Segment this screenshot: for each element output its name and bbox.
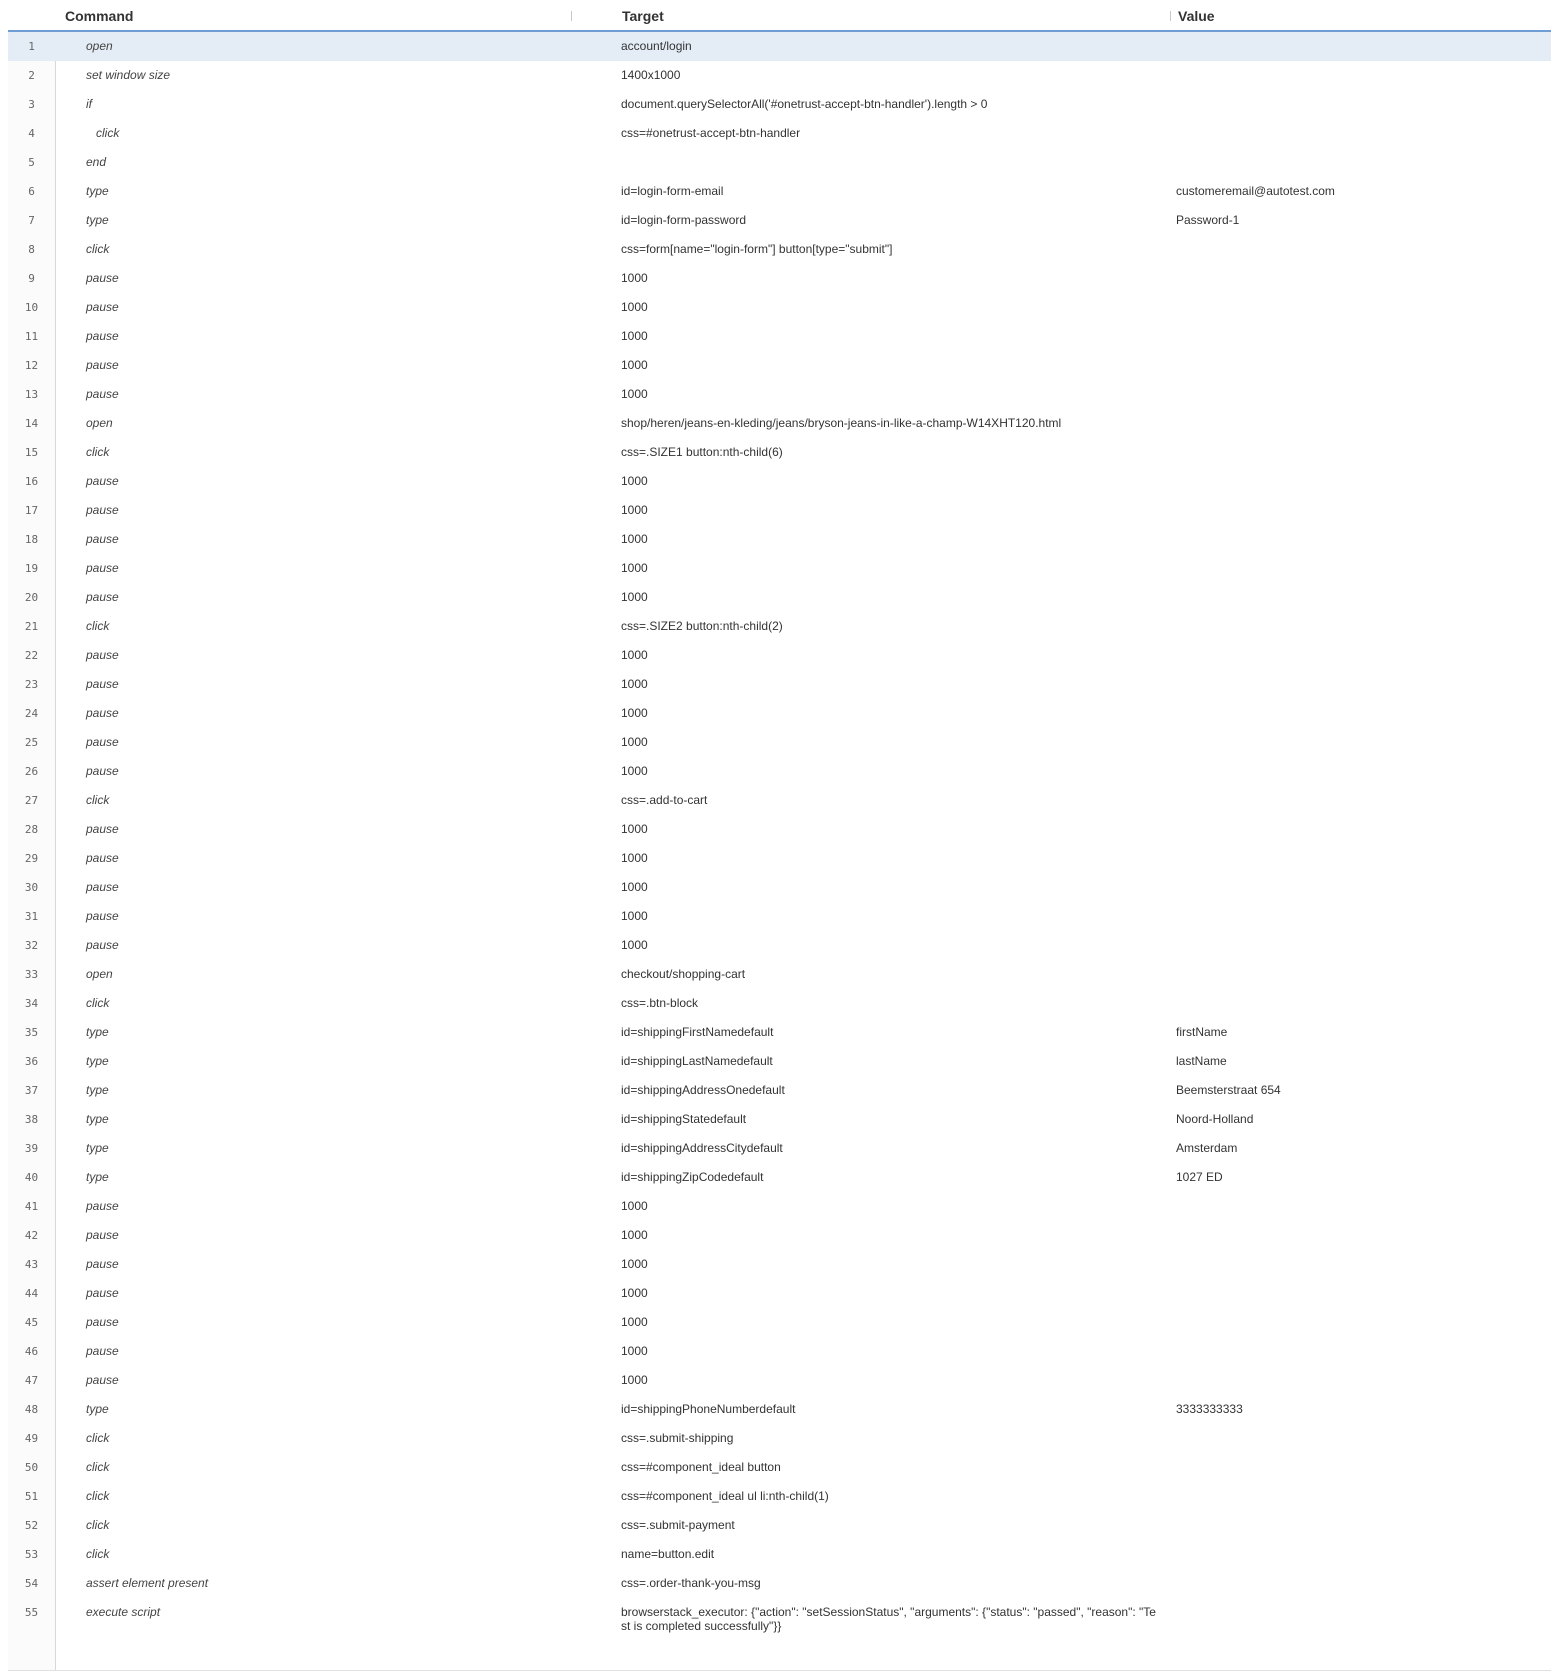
line-number: 10 xyxy=(24,301,39,314)
target-cell[interactable]: 1000 xyxy=(621,271,648,285)
command-cell[interactable]: click xyxy=(86,1547,110,1561)
column-header-value[interactable]: Value xyxy=(1178,8,1215,24)
command-cell[interactable]: click xyxy=(86,619,110,633)
command-cell[interactable]: pause xyxy=(86,1315,119,1329)
table-row[interactable] xyxy=(8,1250,1551,1279)
table-row[interactable] xyxy=(8,119,1551,148)
line-number: 45 xyxy=(24,1316,39,1329)
target-cell[interactable]: id=shippingLastNamedefault xyxy=(621,1054,773,1068)
table-row[interactable] xyxy=(8,235,1551,264)
target-cell[interactable]: name=button.edit xyxy=(621,1547,715,1561)
command-cell[interactable]: pause xyxy=(86,677,119,691)
target-cell[interactable]: 1000 xyxy=(621,938,648,952)
target-cell[interactable]: 1000 xyxy=(621,764,648,778)
target-cell[interactable]: css=.submit-payment xyxy=(621,1518,735,1532)
target-cell[interactable]: css=.SIZE2 button:nth-child(2) xyxy=(621,619,783,633)
target-cell[interactable]: 1000 xyxy=(621,532,648,546)
table-row[interactable] xyxy=(8,1047,1551,1076)
line-number: 24 xyxy=(24,707,39,720)
value-cell[interactable]: Password-1 xyxy=(1176,213,1240,227)
target-cell[interactable]: 1000 xyxy=(621,1228,648,1242)
line-number: 31 xyxy=(24,910,39,923)
table-row[interactable] xyxy=(8,351,1551,380)
command-cell[interactable]: click xyxy=(86,996,110,1010)
table-row[interactable] xyxy=(8,670,1551,699)
table-row[interactable] xyxy=(8,989,1551,1018)
command-cell[interactable]: pause xyxy=(86,329,119,343)
table-row[interactable] xyxy=(8,1105,1551,1134)
command-cell[interactable]: assert element present xyxy=(86,1576,209,1590)
target-cell[interactable]: 1000 xyxy=(621,387,648,401)
target-cell[interactable]: id=shippingPhoneNumberdefault xyxy=(621,1402,796,1416)
command-cell[interactable]: pause xyxy=(86,474,119,488)
line-number: 25 xyxy=(24,736,39,749)
line-number: 4 xyxy=(28,127,35,140)
command-cell[interactable]: pause xyxy=(86,735,119,749)
table-row[interactable] xyxy=(8,1569,1551,1598)
line-number: 28 xyxy=(24,823,39,836)
command-cell[interactable]: pause xyxy=(86,271,119,285)
value-cell[interactable]: Noord-Holland xyxy=(1176,1112,1254,1126)
command-cell[interactable]: pause xyxy=(86,300,119,314)
command-cell[interactable]: click xyxy=(86,1518,110,1532)
line-number: 54 xyxy=(24,1577,39,1590)
table-row[interactable] xyxy=(8,1076,1551,1105)
target-cell[interactable]: css=form[name="login-form"] button[type="submit"] xyxy=(621,242,893,256)
table-row[interactable] xyxy=(8,1453,1551,1482)
line-number: 13 xyxy=(24,388,39,401)
target-cell[interactable]: css=#onetrust-accept-btn-handler xyxy=(621,126,801,140)
command-table xyxy=(8,0,1551,1680)
line-number: 46 xyxy=(24,1345,39,1358)
target-cell[interactable]: 1000 xyxy=(621,1315,648,1329)
target-cell[interactable]: css=.order-thank-you-msg xyxy=(621,1576,761,1590)
value-cell[interactable]: lastName xyxy=(1176,1054,1227,1068)
target-cell[interactable]: 1000 xyxy=(621,735,648,749)
value-cell[interactable]: customeremail@autotest.com xyxy=(1176,184,1335,198)
command-cell[interactable]: set window size xyxy=(86,68,171,82)
line-number: 48 xyxy=(24,1403,39,1416)
line-number: 11 xyxy=(24,330,39,343)
target-cell[interactable]: id=login-form-email xyxy=(621,184,724,198)
line-number: 17 xyxy=(24,504,39,517)
line-number: 53 xyxy=(24,1548,39,1561)
table-row[interactable] xyxy=(8,786,1551,815)
command-cell[interactable]: click xyxy=(96,126,120,140)
line-number: 33 xyxy=(24,968,39,981)
target-cell[interactable]: 1000 xyxy=(621,300,648,314)
command-cell[interactable]: click xyxy=(86,1460,110,1474)
command-rows xyxy=(8,32,1551,1640)
line-number: 34 xyxy=(24,997,39,1010)
line-number: 55 xyxy=(24,1606,39,1619)
command-cell[interactable]: pause xyxy=(86,764,119,778)
target-cell[interactable]: css=#component_ideal button xyxy=(621,1460,781,1474)
line-number: 42 xyxy=(24,1229,39,1242)
table-row[interactable] xyxy=(8,844,1551,873)
target-cell[interactable]: browserstack_executor: {"action": "setSessionStatus", "arguments": {"status": "passed", "reason": "Test is completed successfully"}} xyxy=(621,1605,1156,1633)
command-cell[interactable]: type xyxy=(86,1402,109,1416)
line-number: 50 xyxy=(24,1461,39,1474)
table-row[interactable] xyxy=(8,1540,1551,1569)
target-cell[interactable]: 1000 xyxy=(621,329,648,343)
table-row[interactable] xyxy=(8,1134,1551,1163)
command-cell[interactable]: pause xyxy=(86,938,119,952)
command-cell[interactable]: pause xyxy=(86,851,119,865)
line-number: 21 xyxy=(24,620,39,633)
target-cell[interactable]: css=#component_ideal ul li:nth-child(1) xyxy=(621,1489,829,1503)
line-number: 12 xyxy=(24,359,39,372)
table-row[interactable] xyxy=(8,1192,1551,1221)
table-bottom-border xyxy=(8,1670,1551,1671)
table-row[interactable] xyxy=(8,554,1551,583)
line-number: 14 xyxy=(24,417,39,430)
target-cell[interactable]: 1000 xyxy=(621,1286,648,1300)
command-cell[interactable]: pause xyxy=(86,1286,119,1300)
table-row[interactable] xyxy=(8,293,1551,322)
target-cell[interactable]: 1000 xyxy=(621,909,648,923)
table-row[interactable] xyxy=(8,583,1551,612)
table-row[interactable] xyxy=(8,902,1551,931)
target-cell[interactable]: 1000 xyxy=(621,1373,648,1387)
command-cell[interactable]: type xyxy=(86,184,109,198)
target-cell[interactable]: id=shippingStatedefault xyxy=(621,1112,747,1126)
command-cell[interactable]: type xyxy=(86,1112,109,1126)
target-cell[interactable]: shop/heren/jeans-en-kleding/jeans/bryson-jeans-in-like-a-champ-W14XHT120.html xyxy=(621,416,1062,430)
table-row[interactable] xyxy=(8,1511,1551,1540)
command-cell[interactable]: pause xyxy=(86,1228,119,1242)
table-row[interactable] xyxy=(8,1163,1551,1192)
table-row[interactable] xyxy=(8,1482,1551,1511)
line-number: 43 xyxy=(24,1258,39,1271)
table-row[interactable] xyxy=(8,1221,1551,1250)
line-number: 49 xyxy=(24,1432,39,1445)
command-cell[interactable]: pause xyxy=(86,503,119,517)
line-number: 44 xyxy=(24,1287,39,1300)
line-number: 39 xyxy=(24,1142,39,1155)
command-cell[interactable]: type xyxy=(86,1170,109,1184)
table-row[interactable] xyxy=(8,496,1551,525)
table-row[interactable] xyxy=(8,206,1551,235)
target-cell[interactable]: 1000 xyxy=(621,358,648,372)
command-cell[interactable]: type xyxy=(86,1083,109,1097)
target-cell[interactable]: 1000 xyxy=(621,1199,648,1213)
target-cell[interactable]: id=shippingAddressOnedefault xyxy=(621,1083,785,1097)
line-number: 52 xyxy=(24,1519,39,1532)
column-header-target[interactable]: Target xyxy=(622,8,664,24)
command-cell[interactable]: open xyxy=(86,39,113,53)
target-cell[interactable]: 1000 xyxy=(621,706,648,720)
command-cell[interactable]: click xyxy=(86,793,110,807)
line-number: 27 xyxy=(24,794,39,807)
line-number: 29 xyxy=(24,852,39,865)
table-row[interactable] xyxy=(8,438,1551,467)
line-number: 5 xyxy=(28,156,35,169)
command-cell[interactable]: end xyxy=(86,155,107,169)
target-cell[interactable]: id=login-form-password xyxy=(621,213,747,227)
target-cell[interactable]: id=shippingAddressCitydefault xyxy=(621,1141,783,1155)
line-number: 32 xyxy=(24,939,39,952)
table-row[interactable] xyxy=(8,61,1551,90)
target-cell[interactable]: 1000 xyxy=(621,851,648,865)
command-cell[interactable]: pause xyxy=(86,822,119,836)
command-cell[interactable]: pause xyxy=(86,1257,119,1271)
column-header-command[interactable]: Command xyxy=(65,8,134,24)
target-cell[interactable]: css=.submit-shipping xyxy=(621,1431,734,1445)
command-cell[interactable]: open xyxy=(86,416,113,430)
table-row[interactable] xyxy=(8,1395,1551,1424)
column-resizer-target[interactable] xyxy=(571,11,572,21)
target-cell[interactable]: id=shippingFirstNamedefault xyxy=(621,1025,774,1039)
command-cell[interactable]: type xyxy=(86,213,109,227)
table-row[interactable] xyxy=(8,90,1551,119)
line-number: 36 xyxy=(24,1055,39,1068)
command-cell[interactable]: pause xyxy=(86,358,119,372)
target-cell[interactable]: 1000 xyxy=(621,822,648,836)
table-row[interactable] xyxy=(8,1366,1551,1395)
line-number: 19 xyxy=(24,562,39,575)
command-cell[interactable]: pause xyxy=(86,880,119,894)
line-number: 18 xyxy=(24,533,39,546)
line-number: 22 xyxy=(24,649,39,662)
target-cell[interactable]: id=shippingZipCodedefault xyxy=(621,1170,764,1184)
target-cell[interactable]: document.querySelectorAll('#onetrust-accept-btn-handler').length > 0 xyxy=(621,97,988,111)
table-row[interactable] xyxy=(8,1337,1551,1366)
line-number: 7 xyxy=(28,214,35,227)
line-number: 1 xyxy=(28,40,35,53)
table-row[interactable] xyxy=(8,1018,1551,1047)
table-row[interactable] xyxy=(8,1598,1551,1640)
target-cell[interactable]: 1000 xyxy=(621,648,648,662)
line-number: 41 xyxy=(24,1200,39,1213)
target-cell[interactable]: checkout/shopping-cart xyxy=(621,967,746,981)
target-cell[interactable]: 1000 xyxy=(621,561,648,575)
line-number: 26 xyxy=(24,765,39,778)
command-cell[interactable]: pause xyxy=(86,1373,119,1387)
value-cell[interactable]: Beemsterstraat 654 xyxy=(1176,1083,1281,1097)
line-number: 9 xyxy=(28,272,35,285)
table-row[interactable] xyxy=(8,264,1551,293)
table-row[interactable] xyxy=(8,1279,1551,1308)
command-cell[interactable]: type xyxy=(86,1054,109,1068)
line-number: 8 xyxy=(28,243,35,256)
table-row[interactable] xyxy=(8,931,1551,960)
table-row[interactable] xyxy=(8,380,1551,409)
command-cell[interactable]: pause xyxy=(86,561,119,575)
table-row[interactable] xyxy=(8,322,1551,351)
command-cell[interactable]: click xyxy=(86,445,110,459)
line-number: 16 xyxy=(24,475,39,488)
table-row[interactable] xyxy=(8,525,1551,554)
target-cell[interactable]: 1000 xyxy=(621,677,648,691)
line-number: 23 xyxy=(24,678,39,691)
column-resizer-value[interactable] xyxy=(1170,11,1171,21)
table-row[interactable] xyxy=(8,757,1551,786)
command-cell[interactable]: type xyxy=(86,1141,109,1155)
command-cell[interactable]: pause xyxy=(86,909,119,923)
table-row[interactable] xyxy=(8,728,1551,757)
table-row[interactable] xyxy=(8,641,1551,670)
command-cell[interactable]: execute script xyxy=(86,1605,161,1619)
table-row[interactable] xyxy=(8,699,1551,728)
command-cell[interactable]: pause xyxy=(86,1199,119,1213)
line-number: 35 xyxy=(24,1026,39,1039)
target-cell[interactable]: css=.SIZE1 button:nth-child(6) xyxy=(621,445,783,459)
command-cell[interactable]: open xyxy=(86,967,113,981)
table-row[interactable] xyxy=(8,467,1551,496)
value-cell[interactable]: 3333333333 xyxy=(1176,1402,1243,1416)
target-cell[interactable]: 1000 xyxy=(621,1344,648,1358)
target-cell[interactable]: css=.add-to-cart xyxy=(621,793,708,807)
command-cell[interactable]: click xyxy=(86,242,110,256)
table-row[interactable] xyxy=(8,1308,1551,1337)
command-cell[interactable]: click xyxy=(86,1489,110,1503)
table-row[interactable] xyxy=(8,960,1551,989)
target-cell[interactable]: 1000 xyxy=(621,503,648,517)
target-cell[interactable]: css=.btn-block xyxy=(621,996,699,1010)
command-cell[interactable]: pause xyxy=(86,706,119,720)
target-cell[interactable]: 1000 xyxy=(621,590,648,604)
target-cell[interactable]: 1400x1000 xyxy=(621,68,681,82)
command-cell[interactable]: click xyxy=(86,1431,110,1445)
line-number: 2 xyxy=(28,69,35,82)
value-cell[interactable]: 1027 ED xyxy=(1176,1170,1223,1184)
target-cell[interactable]: 1000 xyxy=(621,474,648,488)
table-row[interactable] xyxy=(8,148,1551,177)
line-number: 37 xyxy=(24,1084,39,1097)
command-cell[interactable]: type xyxy=(86,1025,109,1039)
command-cell[interactable]: pause xyxy=(86,1344,119,1358)
table-row[interactable] xyxy=(8,612,1551,641)
line-number: 20 xyxy=(24,591,39,604)
target-cell[interactable]: 1000 xyxy=(621,1257,648,1271)
line-number: 3 xyxy=(28,98,35,111)
command-cell[interactable]: pause xyxy=(86,387,119,401)
value-cell[interactable]: Amsterdam xyxy=(1176,1141,1238,1155)
table-header xyxy=(8,0,1551,32)
line-number: 6 xyxy=(28,185,35,198)
table-row[interactable] xyxy=(8,815,1551,844)
line-number: 47 xyxy=(24,1374,39,1387)
command-cell[interactable]: pause xyxy=(86,648,119,662)
table-row[interactable] xyxy=(8,873,1551,902)
command-cell[interactable]: if xyxy=(86,97,92,111)
table-row[interactable] xyxy=(8,1424,1551,1453)
command-cell[interactable]: pause xyxy=(86,532,119,546)
line-number: 38 xyxy=(24,1113,39,1126)
line-number: 51 xyxy=(24,1490,39,1503)
table-row[interactable] xyxy=(8,32,1551,61)
line-number: 15 xyxy=(24,446,39,459)
table-row[interactable] xyxy=(8,409,1551,438)
target-cell[interactable]: account/login xyxy=(621,39,692,53)
command-cell[interactable]: pause xyxy=(86,590,119,604)
line-number: 40 xyxy=(24,1171,39,1184)
table-row[interactable] xyxy=(8,177,1551,206)
line-number: 30 xyxy=(24,881,39,894)
target-cell[interactable]: 1000 xyxy=(621,880,648,894)
value-cell[interactable]: firstName xyxy=(1176,1025,1228,1039)
